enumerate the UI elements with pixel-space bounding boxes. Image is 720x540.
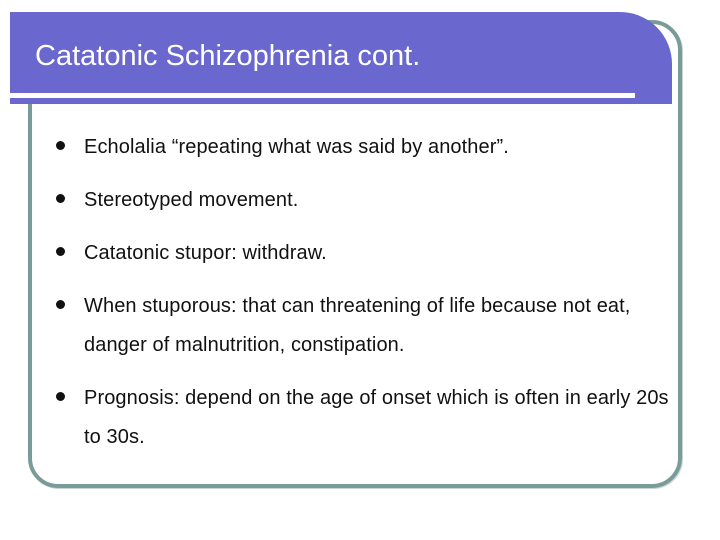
bullet-item bbox=[54, 287, 669, 365]
bullet-dot-icon bbox=[56, 247, 65, 256]
bullet-text: Prognosis: depend on the age of onset which is often in early 20s to 30s. bbox=[84, 387, 669, 448]
bullet-text: Echolalia “repeating what was said by another”. bbox=[84, 136, 509, 158]
bullet-dot-icon bbox=[56, 194, 65, 203]
bullet-list bbox=[54, 128, 669, 471]
title-underline bbox=[10, 93, 635, 98]
bullet-dot-icon bbox=[56, 141, 65, 150]
bullet-item bbox=[54, 379, 669, 457]
bullet-dot-icon bbox=[56, 300, 65, 309]
bullet-item bbox=[54, 128, 669, 167]
bullet-item bbox=[54, 234, 669, 273]
bullet-text: Catatonic stupor: withdraw. bbox=[84, 242, 327, 264]
slide-title: Catatonic Schizophrenia cont. bbox=[35, 40, 421, 72]
bullet-item bbox=[54, 181, 669, 220]
bullet-text: When stuporous: that can threatening of life because not eat, danger of malnutrition, constipation. bbox=[84, 295, 631, 356]
bullet-text: Stereotyped movement. bbox=[84, 189, 299, 211]
bullet-dot-icon bbox=[56, 392, 65, 401]
